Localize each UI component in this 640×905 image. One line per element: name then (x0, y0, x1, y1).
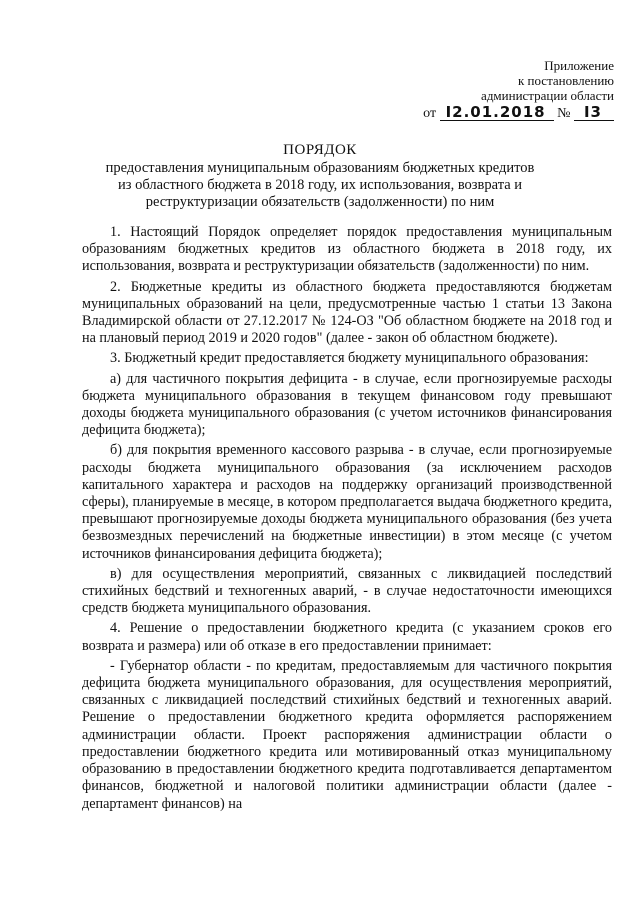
annex-line-1: Приложение (544, 58, 614, 73)
paragraph-3b: б) для покрытия временного кассового разрыва - в случае, если прогнозируемые расходы бюджета муниципального образования (за исключением расходов капитального характера и расходов на поддержку организаций производственной сферы), планируемые в месяце, в котором предполагается выдача бюджетного кредита, превышают прогнозируемые доходы бюджета муниципального образования (без учета безвозмездных перечислений на бюджетные инвестиции) в этом месяце (с учетом источников финансирования дефицита бюджета); (82, 442, 612, 562)
document-subtitle (80, 160, 560, 211)
paragraph-1: 1. Настоящий Порядок определяет порядок предоставления муниципальным образованиям бюджетных кредитов из областного бюджета в 2018 году, их использования, возврата и реструктуризации обязательств (задолженности) по ним. (82, 224, 612, 275)
handwritten-number: I3 (574, 105, 614, 121)
from-label: от (423, 106, 437, 121)
document-title: ПОРЯДОК (283, 142, 357, 158)
annex-date-line (423, 105, 614, 121)
annex-block (423, 58, 614, 121)
number-label: № (557, 106, 571, 121)
annex-line-2: к постановлению (517, 73, 614, 88)
subtitle-line-1: предоставления муниципальным образованиям бюджетных кредитов (105, 160, 535, 176)
subtitle-line-2: из областного бюджета в 2018 году, их использования, возврата и (117, 177, 523, 193)
paragraph-3c: в) для осуществления мероприятий, связанных с ликвидацией последствий стихийных бедствий и техногенных аварий, - в случае недостаточности имеющихся средств бюджета муниципального образования. (82, 565, 612, 617)
paragraph-2: 2. Бюджетные кредиты из областного бюджета предоставляются бюджетам муниципальных образований на цели, предусмотренные частью 1 статьи 13 Закона Владимирской области от 27.12.2017 № 124-ОЗ "Об областном бюджете на 2018 год и на плановый период 2019 и 2020 годов" (далее - закон об областном бюджете). (82, 278, 612, 347)
document-body (82, 224, 612, 816)
annex-line-3: администрации области (481, 88, 614, 103)
subtitle-line-3: реструктуризации обязательств (задолженности) по ним (145, 194, 495, 210)
paragraph-4: 4. Решение о предоставлении бюджетного кредита (с указанием сроков его возврата и размера) или об отказе в его предоставлении принимает: (82, 620, 612, 654)
paragraph-4-governor: - Губернатор области - по кредитам, предоставляемым для частичного покрытия дефицита бюджета муниципального образования, для осуществления мероприятий, связанных с ликвидацией последствий стихийных бедствий и техногенных аварий. Решение о предоставлении бюджетного кредита оформляется распоряжением администрации области. Проект распоряжения администрации области о предоставлении бюджетного кредита или мотивированный отказ муниципальному образованию в предоставлении бюджетного кредита подготавливается департаментом финансов, бюджетной и налоговой политики администрации области (далее - департамент финансов) на (82, 657, 612, 812)
paragraph-3a: а) для частичного покрытия дефицита - в случае, если прогнозируемые расходы бюджета муниципального образования в текущем финансовом году превышают доходы бюджета муниципального образования (с учетом источников финансирования дефицита бюджета); (82, 370, 612, 439)
handwritten-date: I2.01.2018 (440, 105, 554, 121)
paragraph-3: 3. Бюджетный кредит предоставляется бюджету муниципального образования: (110, 350, 589, 367)
